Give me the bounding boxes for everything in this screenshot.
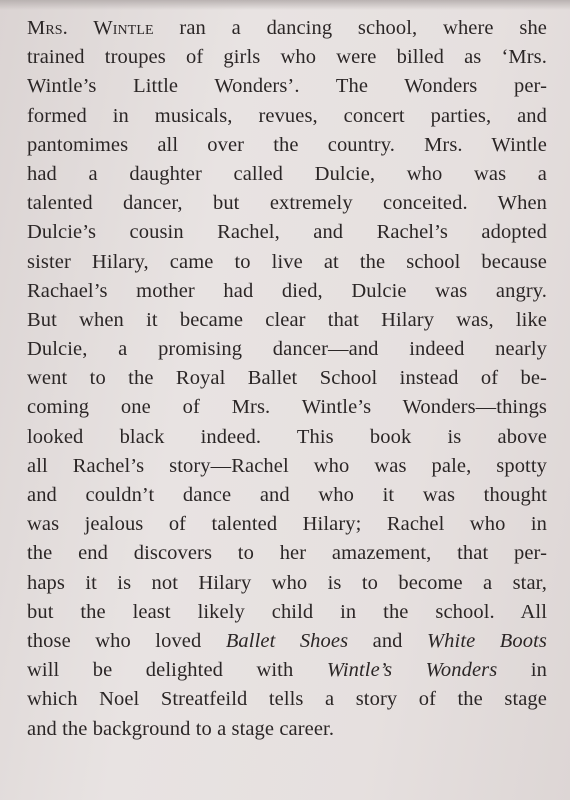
blurb-text: pantomimes all over the country. Mrs. Wintle xyxy=(27,133,547,156)
blurb-text: Dulcie’s cousin Rachel, and Rachel’s adopted xyxy=(27,221,547,244)
blurb-line xyxy=(27,627,547,656)
blurb-line xyxy=(27,160,547,189)
blurb-text: was jealous of talented Hilary; Rachel who in xyxy=(27,513,547,536)
blurb-line xyxy=(27,715,547,744)
blurb-text: haps it is not Hilary who is to become a star, xyxy=(27,571,547,594)
blurb-line xyxy=(27,364,547,393)
blurb-text: in xyxy=(497,659,547,682)
blurb-line xyxy=(27,685,547,714)
blurb-text: and the background to a stage career. xyxy=(27,717,335,740)
blurb-text: will be delighted with xyxy=(27,659,327,682)
blurb-text: looked black indeed. This book is above xyxy=(27,425,547,448)
blurb-line xyxy=(27,72,547,101)
blurb-line xyxy=(27,277,547,306)
blurb-line xyxy=(27,598,547,627)
blurb-text: and couldn’t dance and who it was thought xyxy=(27,484,547,506)
blurb-line xyxy=(27,510,547,539)
book-title-text: White Boots xyxy=(427,629,547,652)
blurb-text: Dulcie, a promising dancer—and indeed nearly xyxy=(27,338,547,361)
blurb-line xyxy=(27,569,547,598)
blurb-line xyxy=(27,14,547,43)
blurb-text: but the least likely child in the school. All xyxy=(27,600,547,623)
blurb-line xyxy=(27,335,547,364)
blurb-text: those who loved xyxy=(27,629,226,652)
blurb-line xyxy=(27,102,547,131)
blurb-text: Wintle’s Little Wonders’. The Wonders per- xyxy=(27,75,547,98)
blurb-text: and xyxy=(348,629,427,652)
blurb-line xyxy=(27,393,547,422)
blurb-text: the end discovers to her amazement, that per- xyxy=(27,542,547,565)
blurb-text: had a daughter called Dulcie, who was a xyxy=(27,162,547,185)
blurb-text: which Noel Streatfeild tells a story of the stage xyxy=(27,688,547,711)
blurb-text: Rachael’s mother had died, Dulcie was angry. xyxy=(27,279,547,302)
blurb-line xyxy=(27,189,547,218)
blurb-text: all Rachel’s story—Rachel who was pale, spotty xyxy=(27,454,547,477)
blurb-text: went to the Royal Ballet School instead of be- xyxy=(27,367,547,390)
blurb-line xyxy=(27,248,547,277)
blurb-line xyxy=(27,423,547,452)
blurb-text: formed in musicals, revues, concert parties, and xyxy=(27,104,547,127)
blurb-line xyxy=(27,452,547,481)
book-blurb xyxy=(27,14,547,744)
book-title-text: Ballet Shoes xyxy=(225,629,349,652)
blurb-line xyxy=(27,306,547,335)
blurb-line xyxy=(27,131,547,160)
blurb-line xyxy=(27,218,547,247)
blurb-text: talented dancer, but extremely conceited. When xyxy=(27,192,547,215)
blurb-line xyxy=(27,539,547,568)
blurb-text: coming one of Mrs. Wintle’s Wonders—things xyxy=(27,396,547,419)
blurb-text: sister Hilary, came to live at the school because xyxy=(27,250,547,273)
blurb-text: trained troupes of girls who were billed as ‘Mrs. xyxy=(27,46,547,69)
blurb-text: ran a dancing school, where she xyxy=(153,17,547,39)
blurb-line xyxy=(27,656,547,685)
blurb-line xyxy=(27,481,547,510)
book-title-text: Wintle’s Wonders xyxy=(326,659,498,682)
page-edge-shadow xyxy=(0,0,570,10)
blurb-text: But when it became clear that Hilary was, like xyxy=(27,308,547,331)
blurb-text: Mrs. Wintle xyxy=(27,17,154,39)
blurb-line xyxy=(27,43,547,72)
